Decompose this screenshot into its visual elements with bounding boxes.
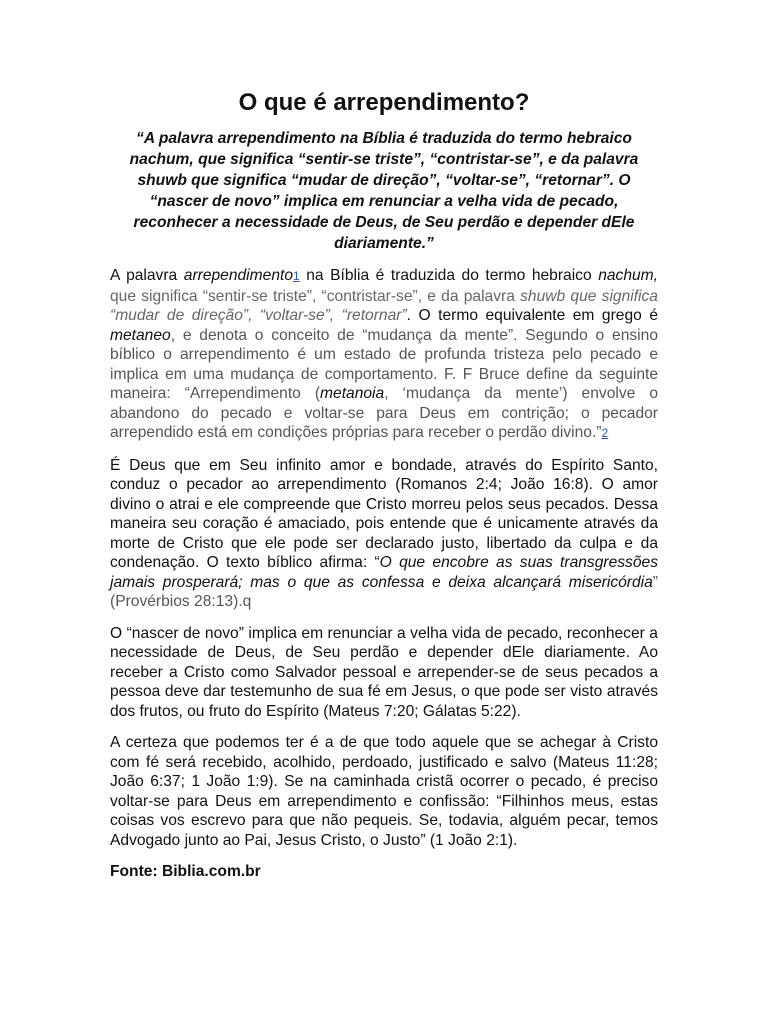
p1-term-metanoia: metanoia — [320, 385, 385, 402]
paragraph-2 — [110, 456, 658, 612]
source-credit: Fonte: Biblia.com.br — [110, 863, 261, 880]
footnote-link-2[interactable]: 2 — [601, 426, 609, 440]
lead-quote: “A palavra arrependimento na Bíblia é traduzida do termo hebraico nachum, que significa “sentir-se triste”, “contristar-se”, e da palavra shuwb que significa “mudar de direção”, “voltar-se”, “retornar”. O “nascer de novo” implica em renunciar a velha vida de pecado, reconhecer a necessidade de Deus, de Seu perdão e depender dEle diariamente.” — [129, 130, 639, 252]
p1-text-d: . O termo equivalente em grego é — [406, 307, 658, 324]
p1-term-shuwb: shuwb que significa “mudar de direção”, “voltar-se”, “retornar” — [110, 287, 658, 324]
paragraph-3: O “nascer de novo” implica em renunciar a velha vida de pecado, reconhecer a necessidade de Deus, de Seu perdão e depender dEle diariamente. Ao receber a Cristo como Salvador pessoal e arrepender-se de seus pecados a pessoa deve dar testemunho de sua fé em Jesus, o que pode ser visto através dos frutos, ou fruto do Espírito (Mateus 7:20; Gálatas 5:22). — [110, 624, 658, 720]
p1-term-metaneo: metaneo — [110, 326, 171, 344]
p2-text-a: É Deus que em Seu infinito amor e bondade, através do Espírito Santo, conduz o pecador ao arrependimento (Romanos 2:4; João 16:8). O amor divino o atrai e ele compreende que Cristo morreu pelos seus pecados. Dessa maneira seu coração é amaciado, pois entende que é unicamente através da morte de Cristo que ele pode ser declarado justo, libertado da culpa e da condenação. O texto bíblico afirma: “ — [110, 456, 658, 571]
p1-text-e: , e denota o conceito de “mudança da mente”. Segundo o ensino bíblico o arrependimento é um estado de profunda tristeza pelo pecado e implica em uma mudança de comportamento. F. F Bruce define da seguinte maneira: “Arrependimento ( — [110, 326, 658, 402]
p1-text-f: , ‘mudança da mente’) envolve o abandono do pecado e voltar-se para Deus em contrição; o pecador arrependido está em condições próprias para receber o perdão divino.” — [110, 385, 658, 441]
p1-term-nachum: nachum, — [598, 267, 658, 284]
p2-text-b: ” (Provérbios 28:13).q — [110, 573, 658, 610]
p2-bible-quote: O que encobre as suas transgressões jamais prosperará; mas o que as confessa e deixa alcançará misericórdia — [110, 554, 658, 591]
page-title: O que é arrependimento? — [238, 89, 530, 116]
footnote-link-1[interactable]: 1 — [293, 269, 300, 283]
paragraph-4: A certeza que podemos ter é a de que todo aquele que se achegar à Cristo com fé será recebido, acolhido, perdoado, justificado e salvo (Mateus 11:28; João 6:37; 1 João 1:9). Se na caminhada cristã ocorrer o pecado, é preciso voltar-se para Deus em arrependimento e confissão: “Filhinhos meus, estas coisas vos escrevo para que não pequeis. Se, todavia, alguém pecar, temos Advogado junto ao Pai, Jesus Cristo, o Justo” (1 João 2:1). — [110, 734, 658, 849]
p1-text-c: que significa “sentir-se triste”, “contristar-se”, e da palavra — [110, 287, 521, 305]
p1-term-arrependimento: arrependimento — [183, 267, 293, 284]
paragraph-1 — [110, 266, 658, 444]
p1-text-b: na Bíblia é traduzida do termo hebraico — [299, 267, 599, 284]
p1-text-a: A palavra — [110, 267, 184, 284]
